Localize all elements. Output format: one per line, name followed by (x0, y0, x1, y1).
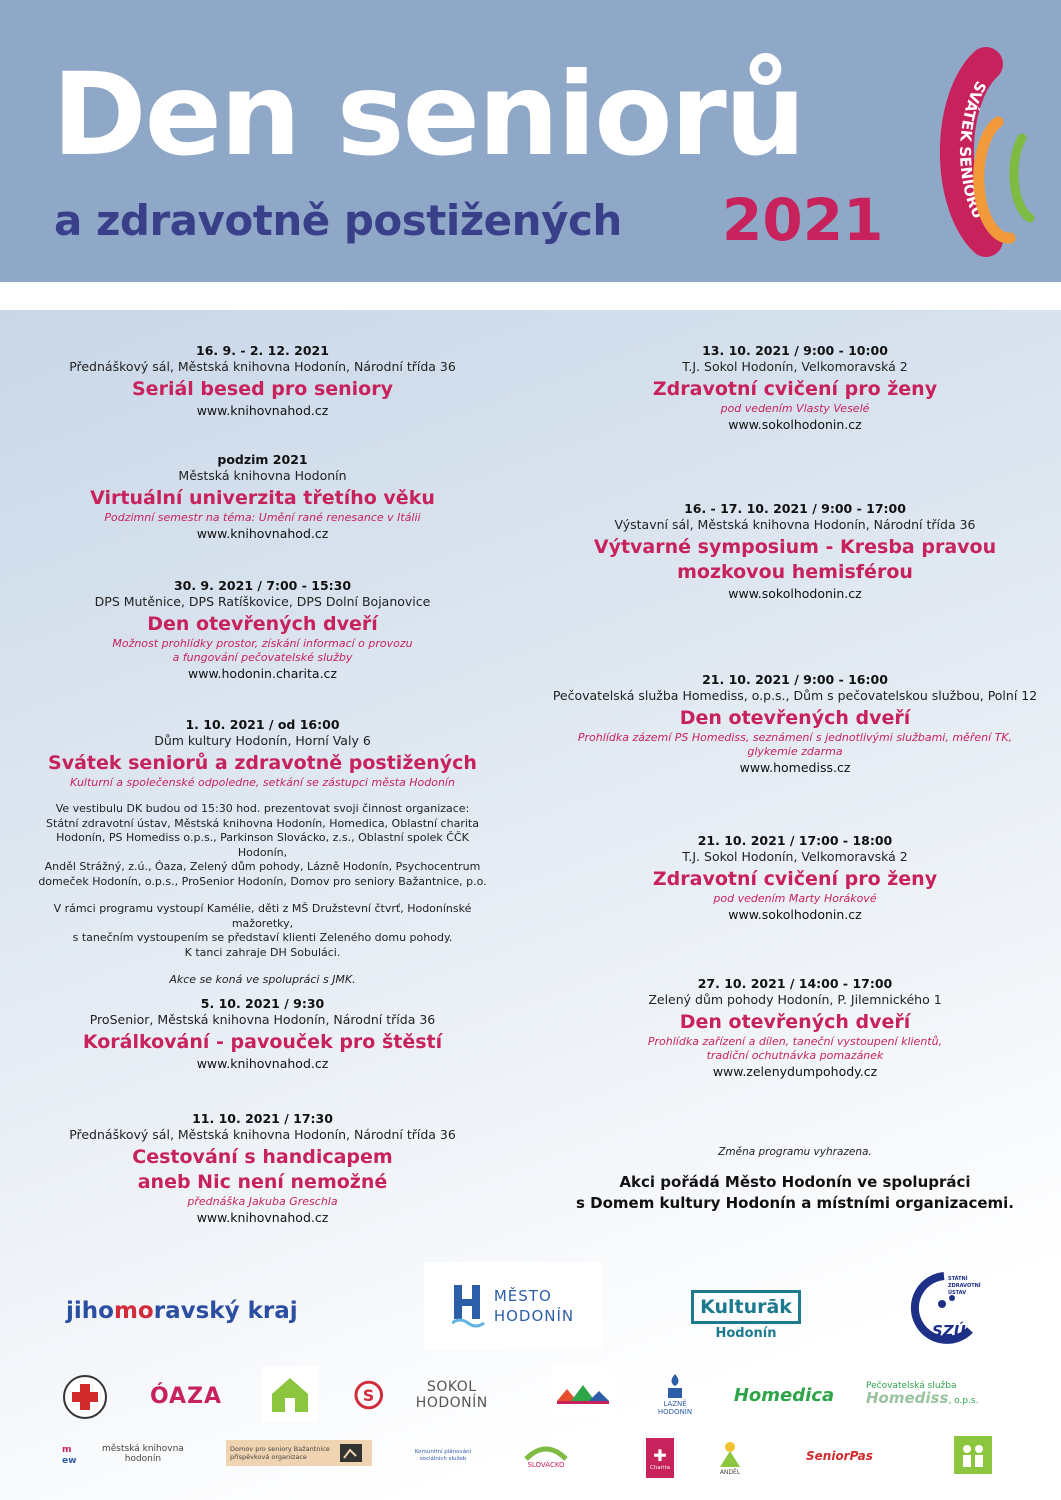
event-website[interactable]: www.knihovnahod.cz (196, 526, 329, 541)
parkinson-slovacko-logo (506, 1436, 586, 1474)
logo-text: SLOVÁCKO (527, 1461, 565, 1469)
logo-text: Domov pro seniory Bažantnice příspěvková organizace (230, 1445, 330, 1461)
description-line: Hodonín, PS Homediss o.p.s., Parkinson Slovácko, z.s., Oblastní spolek ČČK Hodonín, (56, 831, 469, 859)
event-note: Podzimní semestr na téma: Umění rané renesance v Itálii (104, 511, 421, 524)
andel-strazny-logo (712, 1434, 748, 1480)
svg-text:ZDRAVOTNÍ: ZDRAVOTNÍ (948, 1283, 981, 1289)
logo-text: Komunitní plánování sociálních služeb (414, 1449, 472, 1462)
houses-icon (555, 1371, 611, 1411)
event-website[interactable]: www.homediss.cz (739, 760, 851, 775)
event-title: mozkovou hemisférou (677, 561, 913, 583)
house-icon (268, 1374, 312, 1414)
event-date: 13. 10. 2021 / 9:00 - 10:00 (702, 343, 888, 358)
event-date: 11. 10. 2021 / 17:30 (192, 1111, 333, 1126)
event-card (40, 1111, 485, 1226)
logo-text: městská knihovna hodonín (102, 1444, 184, 1464)
senior-pas-logo (806, 1446, 912, 1466)
event-place: Přednáškový sál, Městská knihovna Hodonín, Národní třída 36 (69, 359, 456, 374)
leaf-icon (516, 1441, 576, 1461)
homediss-logo (866, 1374, 996, 1412)
event-date: 30. 9. 2021 / 7:00 - 15:30 (173, 578, 352, 593)
event-website[interactable]: www.sokolhodonin.cz (728, 417, 862, 432)
organizer-line: s Domem kultury Hodonín a místními organizacemi. (575, 1194, 1015, 1212)
logo-text: SOKOL HODONÍN (415, 1379, 488, 1411)
logo-text: LÁZNĚ HODONÍN (657, 1400, 693, 1416)
people-icon (958, 1440, 988, 1470)
svg-text:ew: ew (62, 1456, 77, 1466)
mesto-hodonin-logo (424, 1262, 602, 1350)
event-title: Výtvarné symposium - Kresba pravou (593, 536, 997, 558)
event-note: Prohlídka zázemí PS Homediss, seznámení s jednotlivými službami, měření TK, (577, 731, 1013, 744)
closing-note (560, 1146, 1030, 1214)
description-line: Státní zdravotní ústav, Městská knihovna Hodonín, Homedica, Oblastní charita (46, 816, 479, 830)
event-card (40, 452, 485, 542)
logo-text: MĚSTO (493, 1287, 552, 1305)
homedica-logo (722, 1380, 846, 1410)
event-website[interactable]: www.knihovnahod.cz (196, 1210, 329, 1225)
sokol-hodonin-logo (354, 1378, 514, 1412)
description-line: Anděl Strážný, z.ú., Óaza, Zelený dům pohody, Lázně Hodonín, Psychocentrum (44, 860, 481, 873)
event-card (540, 672, 1050, 776)
jihomoravsky-kraj-logo (66, 1298, 298, 1324)
event-date: 16. 9. - 2. 12. 2021 (196, 343, 329, 358)
organizer-line: Akci pořádá Město Hodonín ve spolupráci (619, 1173, 971, 1191)
event-note: a fungování pečovatelské služby (172, 651, 353, 664)
event-note: Prohlídka zařízení a dílen, taneční vystoupení klientů, (647, 1035, 943, 1048)
hand-icon (340, 1444, 362, 1462)
event-note: tradiční ochutnávka pomazánek (706, 1049, 884, 1062)
event-note: přednáška Jakuba Greschla (187, 1195, 338, 1208)
event-card (30, 717, 495, 1001)
oaza-logo (140, 1378, 232, 1414)
program-change-note: Změna programu vyhrazena. (718, 1146, 872, 1158)
logo-text: mo (113, 1298, 154, 1324)
logo-text: Homedica (733, 1384, 835, 1406)
angel-icon (717, 1439, 743, 1469)
event-place: DPS Mutěnice, DPS Ratíškovice, DPS Dolní Bojanovice (94, 594, 431, 609)
event-title: Zdravotní cvičení pro ženy (652, 868, 938, 890)
svatek-senioru-logo (926, 42, 1046, 262)
event-website[interactable]: www.zelenydumpohody.cz (712, 1064, 878, 1079)
event-card (560, 343, 1030, 433)
event-website[interactable]: www.sokolhodonin.cz (728, 586, 862, 601)
logo-text: jiho (66, 1298, 114, 1324)
event-card (560, 501, 1030, 602)
logo-text: ravský kraj (153, 1298, 298, 1324)
logo-text: Pečovatelská služba (866, 1380, 957, 1391)
event-place: T.J. Sokol Hodonín, Velkomoravská 2 (682, 359, 908, 374)
spa-icon (664, 1372, 686, 1400)
svg-text:ÚSTAV: ÚSTAV (948, 1290, 967, 1296)
event-card (40, 578, 485, 682)
event-note: pod vedením Vlasty Veselé (720, 402, 870, 415)
description-line: Ve vestibulu DK budou od 15:30 hod. prezentovat svoji činnost organizace: (55, 802, 470, 815)
event-title: Virtuální univerzita třetího věku (90, 487, 435, 509)
event-description (30, 802, 495, 988)
event-title: Den otevřených dveří (679, 707, 911, 729)
event-place: Výstavní sál, Městská knihovna Hodonín, Národní třída 36 (614, 517, 976, 532)
page-subtitle: a zdravotně postižených (54, 196, 622, 245)
event-date: 1. 10. 2021 / od 16:00 (185, 717, 340, 732)
event-date: 21. 10. 2021 / 17:00 - 18:00 (697, 833, 893, 848)
event-card (40, 343, 485, 419)
komunitni-planovani-logo (412, 1436, 474, 1476)
description-line: V rámci programu vystoupí Kamélie, děti z MŠ Družstevní čtvrť, Hodonínské mažoretky, (53, 902, 472, 930)
bazantnice-logo (226, 1440, 372, 1466)
mestska-knihovna-logo (62, 1440, 198, 1468)
logo-text: Kulturāk (691, 1290, 801, 1324)
logo-text: Hodonín (715, 1326, 777, 1341)
event-website[interactable]: www.hodonin.charita.cz (188, 666, 337, 681)
event-date: 5. 10. 2021 / 9:30 (200, 996, 325, 1011)
event-place: Městská knihovna Hodonín (178, 468, 347, 483)
event-title: Korálkování - pavouček pro štěstí (82, 1031, 443, 1053)
charita-logo (646, 1438, 674, 1478)
event-title: Cestování s handicapem (132, 1146, 393, 1168)
event-note: glykemie zdarma (747, 745, 843, 758)
event-card (40, 996, 485, 1072)
svg-text:STÁTNÍ: STÁTNÍ (948, 1276, 968, 1282)
event-place: Dům kultury Hodonín, Horní Valy 6 (154, 733, 371, 748)
event-title: aneb Nic není nemožné (137, 1171, 388, 1193)
logo-text: ÓAZA (149, 1383, 223, 1409)
page-year: 2021 (722, 186, 884, 254)
svg-text:m: m (62, 1445, 72, 1456)
event-place: Přednáškový sál, Městská knihovna Hodonín, Národní třída 36 (69, 1127, 456, 1142)
hodonin-h-icon (452, 1283, 486, 1329)
event-place: T.J. Sokol Hodonín, Velkomoravská 2 (682, 849, 908, 864)
cerveny-kriz-logo (62, 1374, 108, 1420)
event-date: 21. 10. 2021 / 9:00 - 16:00 (702, 672, 888, 687)
event-website[interactable]: www.sokolhodonin.cz (728, 907, 862, 922)
description-line: K tanci zahraje DH Sobuláci. (184, 945, 341, 959)
event-date: podzim 2021 (217, 452, 308, 467)
event-website[interactable]: www.knihovnahod.cz (196, 403, 329, 418)
event-note: Možnost prohlídky prostor, získání informací o provozu (112, 637, 413, 650)
event-website[interactable]: www.knihovnahod.cz (196, 1056, 329, 1071)
cross-icon: ✚ (653, 1445, 667, 1465)
knihovna-icon (62, 1442, 84, 1466)
sokol-icon (354, 1380, 384, 1410)
event-title: Zdravotní cvičení pro ženy (652, 378, 938, 400)
event-title: Den otevřených dveří (679, 1011, 911, 1033)
event-place: ProSenior, Městská knihovna Hodonín, Národní třída 36 (89, 1012, 436, 1027)
event-note: Kulturní a společenské odpoledne, setkání se zástupci města Hodonín (70, 776, 455, 789)
logo-text: HODONÍN (493, 1307, 575, 1325)
zdrave-mesto-logo (552, 1366, 614, 1416)
event-card (560, 833, 1030, 923)
description-line: Akce se koná ve spolupráci s JMK. (169, 973, 356, 986)
badge-text: SVÁTEK SENIORŮ (956, 77, 990, 222)
event-note: pod vedením Marty Horákové (713, 892, 877, 905)
event-date: 16. - 17. 10. 2021 / 9:00 - 17:00 (684, 501, 906, 516)
event-title: Seriál besed pro seniory (132, 378, 393, 400)
logo-text: Homediss (866, 1388, 949, 1407)
szu-logo (904, 1268, 994, 1348)
header-divider (0, 282, 1061, 310)
event-title: Den otevřených dveří (147, 613, 378, 635)
logo-text: ANDĚL (719, 1468, 741, 1476)
logo-text: Charita (649, 1464, 670, 1471)
prosenior-logo (954, 1436, 992, 1474)
event-place: Pečovatelská služba Homediss, o.p.s., Dům s pečovatelskou službou, Polní 12 (552, 688, 1038, 703)
event-card (560, 976, 1030, 1080)
event-title: Svátek seniorů a zdravotně postižených (48, 752, 477, 774)
kulturak-hodonin-logo (688, 1290, 804, 1341)
zeleny-dum-pohody-logo (262, 1366, 318, 1422)
description-line: domeček Hodonín, o.p.s., ProSenior Hodonín, Domov pro seniory Bažantnice, p.o. (38, 874, 487, 888)
svg-text:SZÚ: SZÚ (932, 1322, 966, 1340)
logo-text: , o.p.s. (948, 1395, 979, 1406)
page-title: Den seniorů (52, 48, 804, 181)
logo-text: SeniorPas (806, 1449, 873, 1463)
svg-text:S: S (362, 1385, 375, 1405)
lazne-hodonin-logo (652, 1366, 698, 1422)
event-place: Zelený dům pohody Hodonín, P. Jilemnického 1 (648, 992, 942, 1007)
event-date: 27. 10. 2021 / 14:00 - 17:00 (697, 976, 893, 991)
description-line: s tanečním vystoupením se představí klienti Zeleného domu pohody. (72, 931, 453, 944)
